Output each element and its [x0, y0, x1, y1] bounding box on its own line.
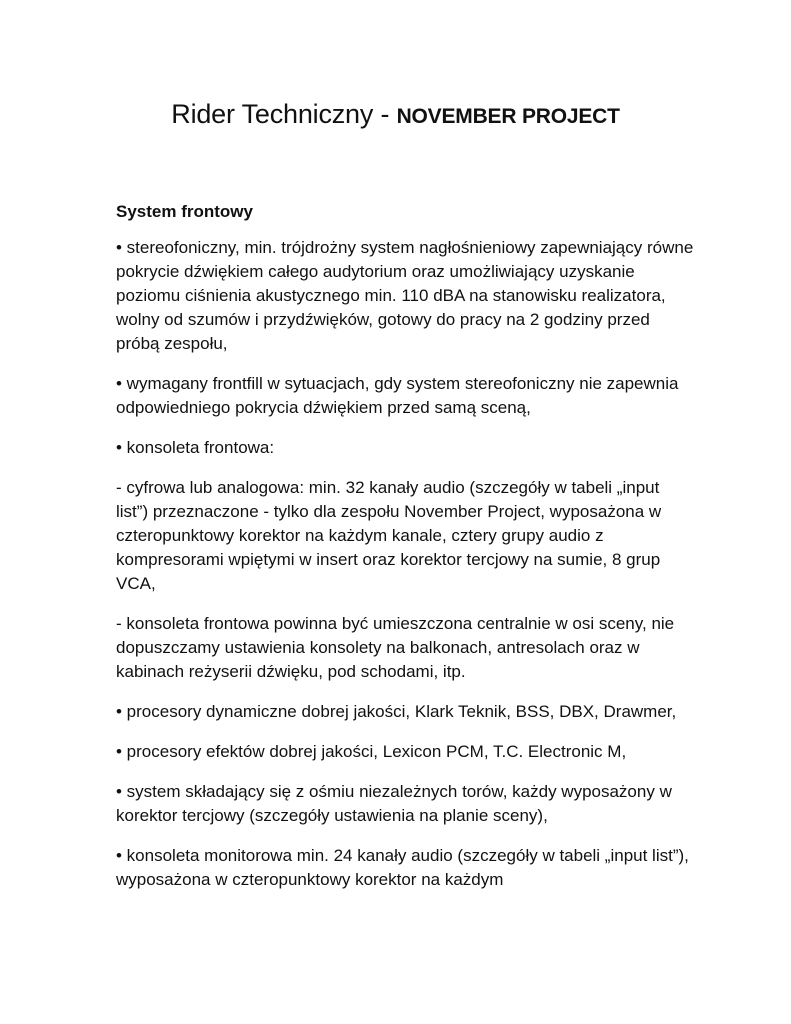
paragraph-monitor-console: • konsoleta monitorowa min. 24 kanały audio (szczegóły w tabeli „input list”), wyposażona w czteropunktowy korektor na każdym	[116, 846, 689, 889]
paragraph-frontfill: • wymagany frontfill w sytuacjach, gdy system stereofoniczny nie zapewnia odpowiedniego pokrycia dźwiękiem przed samą sceną,	[116, 374, 679, 417]
paragraph-console-placement: - konsoleta frontowa powinna być umieszczona centralnie w osi sceny, nie dopuszczamy ustawienia konsolety na balkonach, antresolach oraz w kabinach reżyserii dźwięku, pod schodami, itp.	[116, 614, 675, 681]
title-project-name: NOVEMBER PROJECT	[396, 105, 620, 128]
paragraph-front-console: • konsoleta frontowa:	[116, 438, 275, 457]
paragraph-sound-system: • stereofoniczny, min. trójdrożny system nagłośnieniowy zapewniający równe pokrycie dźwiękiem całego audytorium oraz umożliwiający uzyskanie poziomu ciśnienia akustycznego min. 110 dBA na stanowisku realizatora, wolny od szumów i przydźwięków, gotowy do pracy na 2 godziny przed próbą zespołu,	[116, 238, 694, 353]
paragraph-console-spec: - cyfrowa lub analogowa: min. 32 kanały audio (szczegóły w tabeli „input list”) przeznaczone - tylko dla zespołu November Project, wyposażona w czteropunktowy korektor na każdym kanale, cztery grupy audio z kompresorami wpiętymi w insert oraz korektor tercjowy na sumie, 8 grup VCA,	[116, 478, 662, 593]
page-title	[0, 96, 791, 135]
paragraph-dynamics-processors: • procesory dynamiczne dobrej jakości, Klark Teknik, BSS, DBX, Drawmer,	[116, 702, 677, 721]
section-heading: System frontowy	[116, 202, 253, 221]
title-main: Rider Techniczny -	[171, 99, 397, 129]
paragraph-monitor-system: • system składający się z ośmiu niezależnych torów, każdy wyposażony w korektor tercjowy (szczegóły ustawienia na planie sceny),	[116, 782, 672, 825]
document-body	[116, 200, 696, 908]
paragraph-effects-processors: • procesory efektów dobrej jakości, Lexicon PCM, T.C. Electronic M,	[116, 742, 627, 761]
